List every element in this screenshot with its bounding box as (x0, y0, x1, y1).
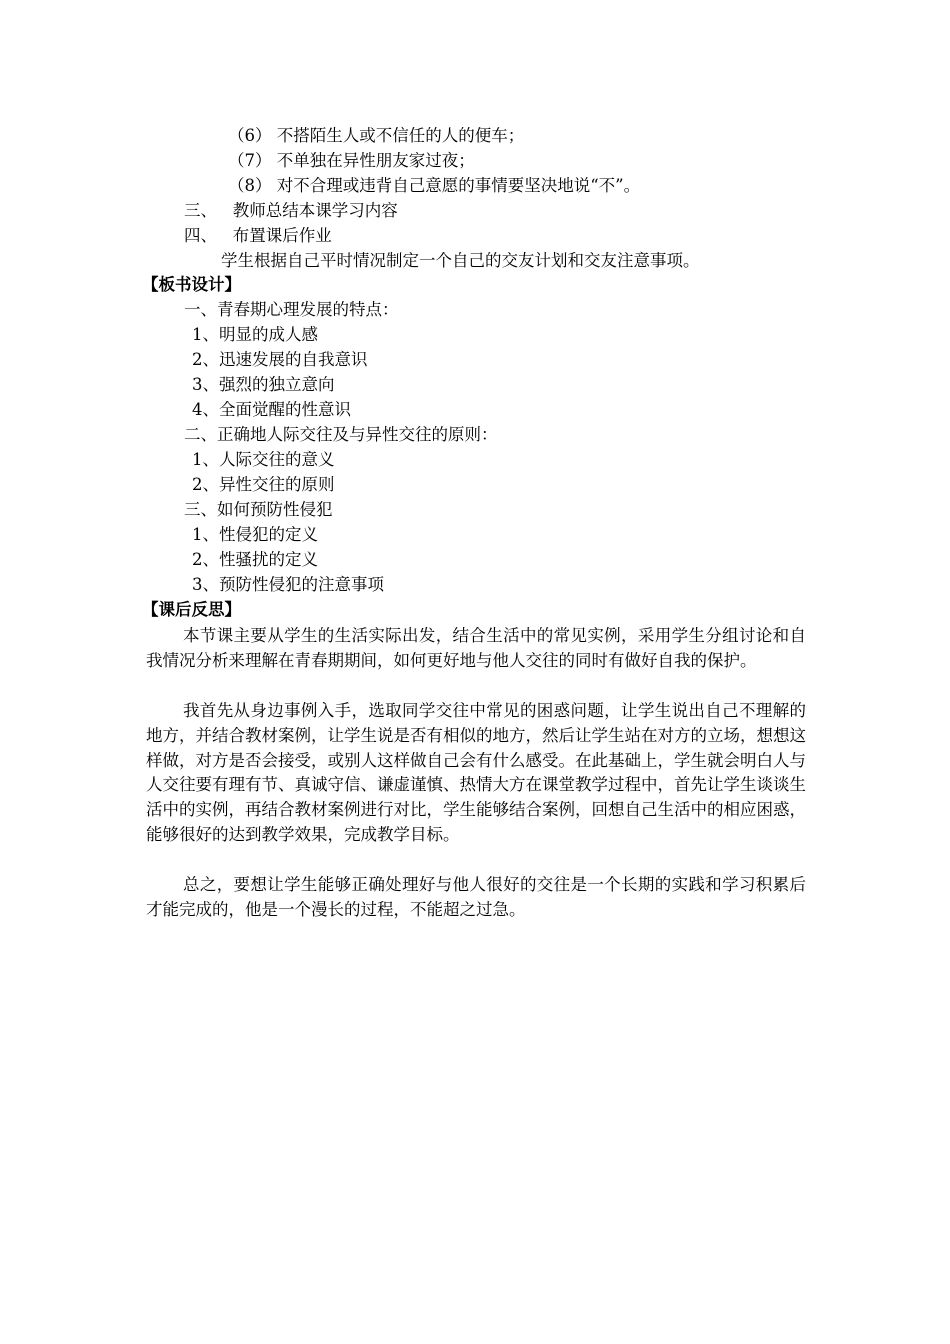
reflection-paragraph-3: 总之，要想让学生能够正确处理好与他人很好的交往是一个长期的实践和学习积累后才能完成的，他是一个漫长的过程，不能超之过急。 (146, 875, 806, 919)
board-item: 2、异性交往的原则 (192, 475, 335, 494)
board-section-3: 三、如何预防性侵犯 (184, 500, 333, 519)
reflection-heading: 【课后反思】 (142, 600, 241, 619)
board-item: 4、全面觉醒的性意识 (192, 400, 351, 419)
board-item: 1、性侵犯的定义 (192, 525, 318, 544)
board-item: 1、明显的成人感 (192, 325, 318, 344)
board-section-2: 二、正确地人际交往及与异性交往的原则： (184, 425, 498, 444)
board-item: 2、性骚扰的定义 (192, 550, 318, 569)
step-three: 三、 教师总结本课学习内容 (184, 201, 398, 220)
board-section-1: 一、青春期心理发展的特点： (184, 300, 399, 319)
reflection-paragraph-2: 我首先从身边事例入手，选取同学交往中常见的困惑问题，让学生说出自己不理解的地方，并结合教材案例，让学生说是否有相似的地方，然后让学生站在对方的立场，想想这样做，对方是否会接受，或别人这样做自己会有什么感受。在此基础上，学生就会明白人与人交往要有理有节、真诚守信、谦虚谨慎、热情大方在课堂教学过程中，首先让学生谈谈生活中的实例，再结合教材案例进行对比，学生能够结合案例，回想自己生活中的相应困惑，能够很好的达到教学效果，完成教学目标。 (146, 701, 806, 844)
board-item: 2、迅速发展的自我意识 (192, 350, 368, 369)
tip-8: （8） 对不合理或违背自己意愿的事情要坚决地说“不”。 (228, 176, 641, 195)
board-item: 3、预防性侵犯的注意事项 (192, 575, 384, 594)
reflection-paragraph-1: 本节课主要从学生的生活实际出发，结合生活中的常见实例，采用学生分组讨论和自我情况分析来理解在青春期期间，如何更好地与他人交往的同时有做好自我的保护。 (146, 626, 806, 670)
board-item: 3、强烈的独立意向 (192, 375, 335, 394)
step-four: 四、 布置课后作业 (184, 226, 332, 245)
board-item: 1、人际交往的意义 (192, 450, 335, 469)
tip-6: （6） 不搭陌生人或不信任的人的便车； (228, 126, 525, 145)
homework-text: 学生根据自己平时情况制定一个自己的交友计划和交友注意事项。 (221, 251, 700, 270)
tip-7: （7） 不单独在异性朋友家过夜； (228, 151, 475, 170)
board-heading: 【板书设计】 (142, 275, 241, 294)
